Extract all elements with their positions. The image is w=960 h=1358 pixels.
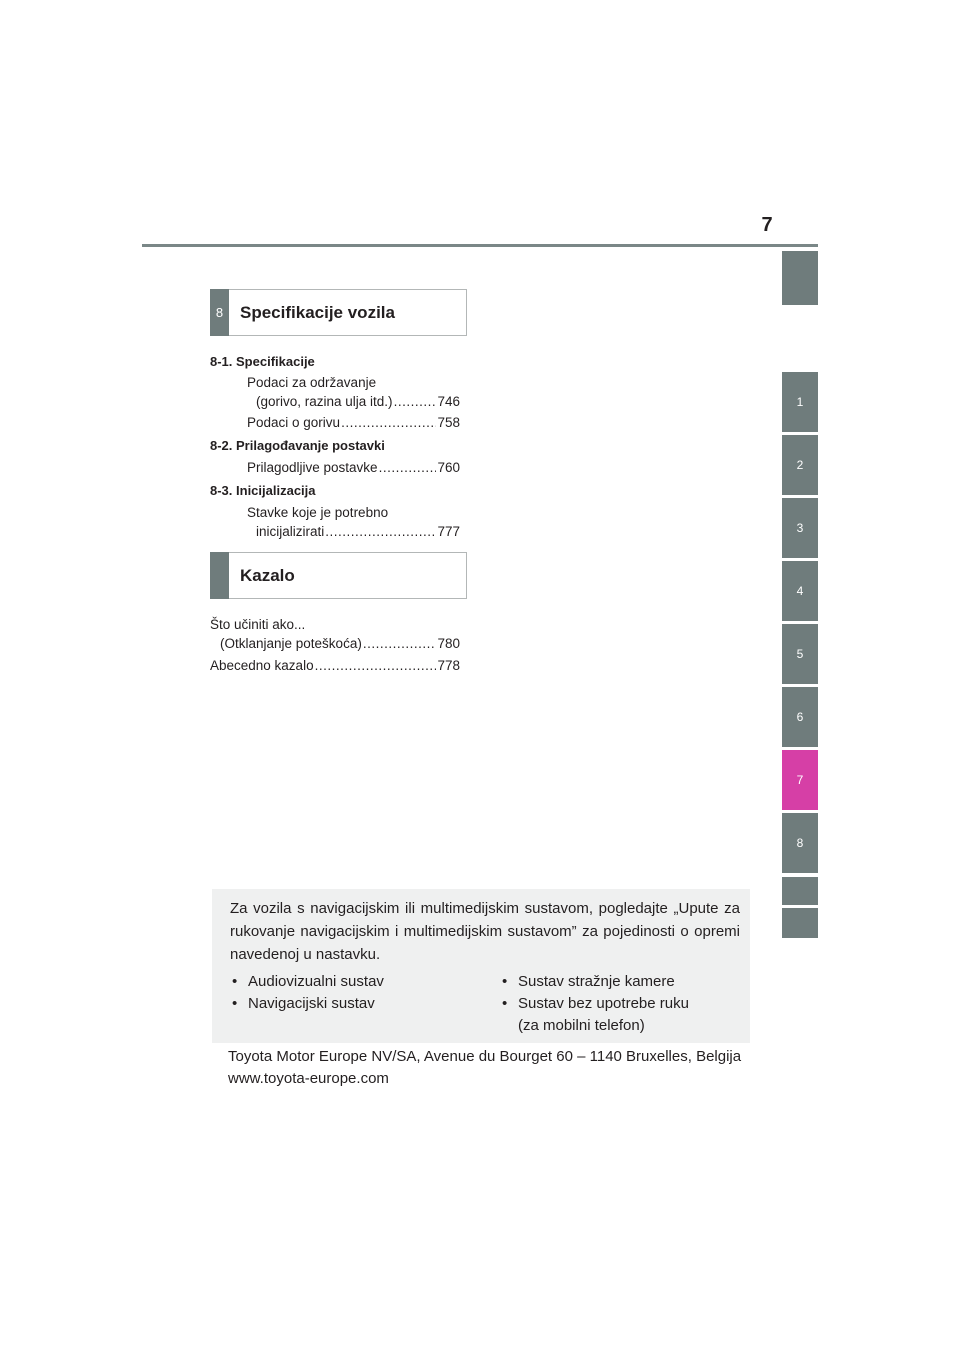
publisher-footer: Toyota Motor Europe NV/SA, Avenue du Bourget 60 – 1140 Bruxelles, Belgija www.toyota-europe.com <box>228 1048 742 1087</box>
toc-entry[interactable]: Abecedno kazalo ..... 778 <box>210 656 460 675</box>
list-item: • Sustav bez upotrebe ruku <box>502 995 689 1012</box>
chapter-tab-3[interactable]: 3 <box>782 498 818 558</box>
dot-leader <box>315 656 437 675</box>
toc-section-8 <box>210 352 460 541</box>
bullet-list-right <box>502 971 689 1037</box>
section-header-8 <box>210 289 467 336</box>
chapter-tab-8[interactable]: 8 <box>782 813 818 873</box>
toc-entry[interactable]: inicijalizirati ..... 777 <box>210 522 460 541</box>
page-ref: 758 <box>437 415 460 430</box>
section-number-badge: 8 <box>210 289 229 336</box>
list-item: • Sustav stražnje kamere <box>502 973 675 990</box>
dot-leader <box>341 413 436 432</box>
chapter-tab-4[interactable]: 4 <box>782 561 818 621</box>
header-rule <box>142 244 818 247</box>
toc-entry-line: Stavke koje je potrebno <box>247 505 389 520</box>
list-item: • Navigacijski sustav <box>232 995 375 1012</box>
toc-index <box>210 615 460 675</box>
chapter-tab-blank-2[interactable] <box>782 908 818 938</box>
chapter-tab-6[interactable]: 6 <box>782 687 818 747</box>
dot-leader <box>394 392 437 411</box>
section-title: Specifikacije vozila <box>240 302 395 322</box>
chapter-tab-blank-top[interactable] <box>782 251 818 305</box>
section-header-index <box>210 552 467 599</box>
bullet-list-left <box>232 971 384 1015</box>
chapter-tab-2[interactable]: 2 <box>782 435 818 495</box>
dot-leader <box>325 522 436 541</box>
list-item-continuation: (za mobilni telefon) <box>518 1017 645 1034</box>
info-text: Za vozila s navigacijskim ili multimedijskim sustavom, pogledajte „Upute za rukovanje navigacijskim i multimedijskim sustavom” za pojedinosti o opremi navedenoj u nastavku. <box>230 900 740 963</box>
page-ref: 780 <box>437 636 460 651</box>
dot-leader <box>379 458 437 477</box>
toc-group-heading: 8-1. Specifikacije <box>210 354 315 369</box>
page-ref: 746 <box>437 394 460 409</box>
section-badge <box>210 552 229 599</box>
section-title: Kazalo <box>240 565 295 585</box>
toc-entry[interactable]: Prilagodljive postavke ..... 760 <box>210 458 460 477</box>
page-ref: 760 <box>437 460 460 475</box>
chapter-tab-5[interactable]: 5 <box>782 624 818 684</box>
toc-entry-line: Što učiniti ako... <box>210 617 306 632</box>
page-ref: 778 <box>437 658 460 673</box>
toc-group-heading: 8-2. Prilagođavanje postavki <box>210 438 385 453</box>
dot-leader <box>363 634 437 653</box>
toc-entry[interactable]: (gorivo, razina ulja itd.) ..... 746 <box>210 392 460 411</box>
list-item: • Audiovizualni sustav <box>232 973 384 990</box>
page-ref: 777 <box>437 524 460 539</box>
toc-entry[interactable]: Podaci o gorivu ..... 758 <box>210 413 460 432</box>
chapter-tab-1[interactable]: 1 <box>782 372 818 432</box>
chapter-tab-blank-1[interactable] <box>782 877 818 905</box>
navigation-info-box <box>212 889 750 1043</box>
toc-entry-line: Podaci za održavanje <box>247 375 377 390</box>
toc-entry[interactable]: (Otklanjanje poteškoća) ..... 780 <box>210 634 460 653</box>
toc-group-heading: 8-3. Inicijalizacija <box>210 483 316 498</box>
chapter-tab-7[interactable]: 7 <box>782 750 818 810</box>
page-number: 7 <box>761 214 773 236</box>
